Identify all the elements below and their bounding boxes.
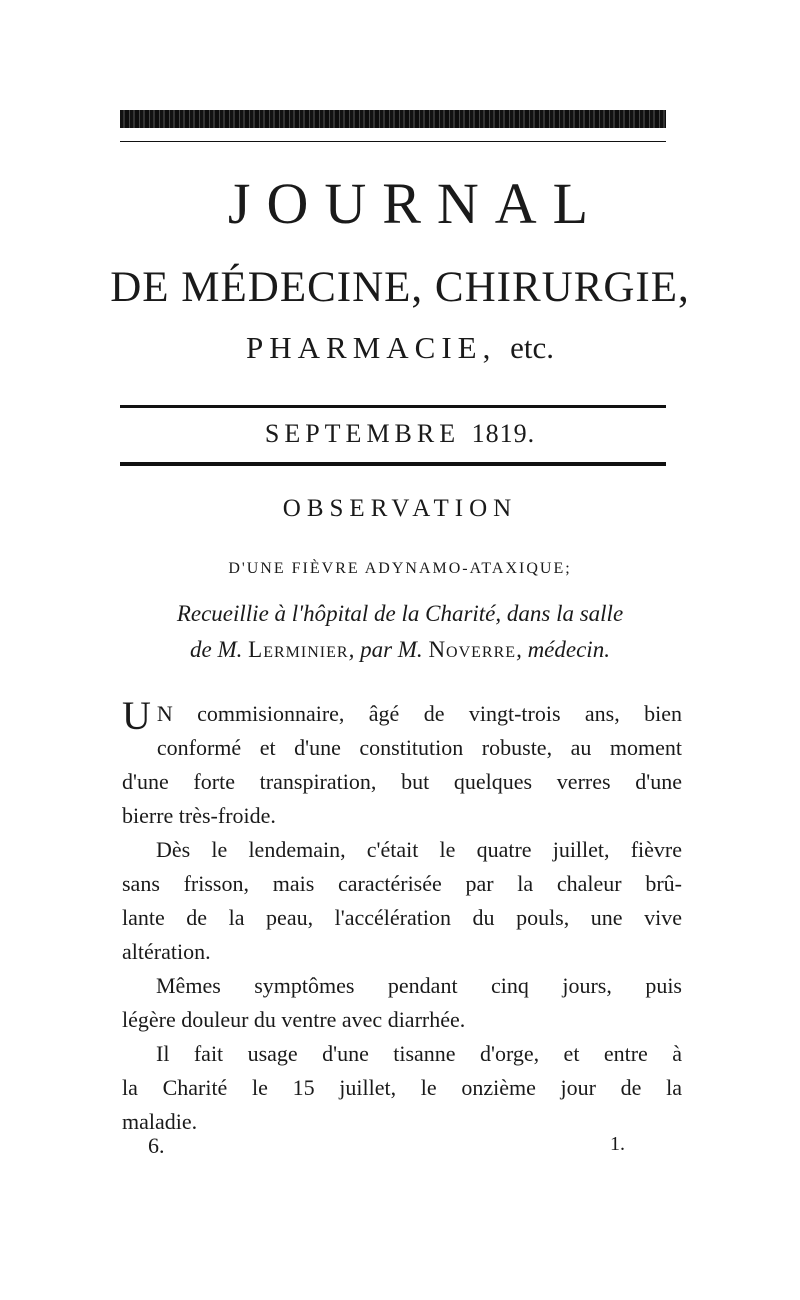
body-line: maladie. — [122, 1109, 198, 1134]
journal-subtitle-2 — [0, 330, 800, 366]
ornamental-header-bar — [120, 110, 666, 128]
article-body — [122, 693, 682, 1139]
date-top-rule — [120, 405, 666, 408]
body-line: sans frisson, mais caractérisée par la chaleur brû- — [122, 871, 682, 896]
body-line: légère douleur du ventre avec diarrhée. — [122, 1007, 466, 1032]
byline-name-noverre: Noverre — [428, 637, 517, 662]
article-byline-2 — [0, 637, 800, 663]
date-bottom-rule — [120, 462, 666, 466]
journal-title: JOURNAL — [227, 171, 605, 236]
body-line: conformé et d'une constitution robuste, au moment — [156, 735, 682, 760]
dropcap-letter: U — [122, 693, 151, 738]
journal-subtitle: DE MÉDECINE, CHIRURGIE, — [110, 264, 690, 311]
article-heading: OBSERVATION — [282, 495, 518, 522]
body-line: d'une forte transpiration, but quelques verres d'une — [122, 769, 682, 794]
byline-medecin: , médecin. — [516, 637, 610, 662]
byline-de-m: de M. — [190, 637, 243, 662]
issue-year: 1819. — [471, 419, 536, 448]
signature-mark-right: 1. — [610, 1133, 625, 1155]
body-line: la Charité le 15 juillet, le onzième jour de la — [122, 1075, 682, 1100]
byline-par-m: , par M. — [348, 637, 423, 662]
body-line: Dès le lendemain, c'était le quatre juillet, fièvre — [156, 837, 682, 862]
subtitle-etc: etc. — [510, 330, 554, 365]
issue-date — [0, 419, 800, 449]
body-line: altération. — [122, 939, 211, 964]
body-line: Mêmes symptômes pendant cinq jours, puis — [156, 973, 682, 998]
byline-name-lerminier: Lerminier — [248, 637, 349, 662]
body-line: N commisionnaire, âgé de vingt-trois ans, bien — [156, 701, 682, 726]
body-line: bierre très-froide. — [122, 803, 276, 828]
body-line: lante de la peau, l'accélération du pouls, une vive — [122, 905, 682, 930]
article-byline-1: Recueillie à l'hôpital de la Charité, dans la salle — [176, 601, 624, 626]
header-rule — [120, 141, 666, 142]
subtitle-pharmacie: PHARMACIE, — [246, 330, 497, 365]
article-subheading: D'UNE FIÈVRE ADYNAMO-ATAXIQUE; — [228, 560, 572, 577]
body-line: Il fait usage d'une tisanne d'orge, et entre à — [156, 1041, 682, 1066]
issue-month: SEPTEMBRE — [264, 419, 461, 448]
signature-mark-left: 6. — [148, 1133, 165, 1158]
